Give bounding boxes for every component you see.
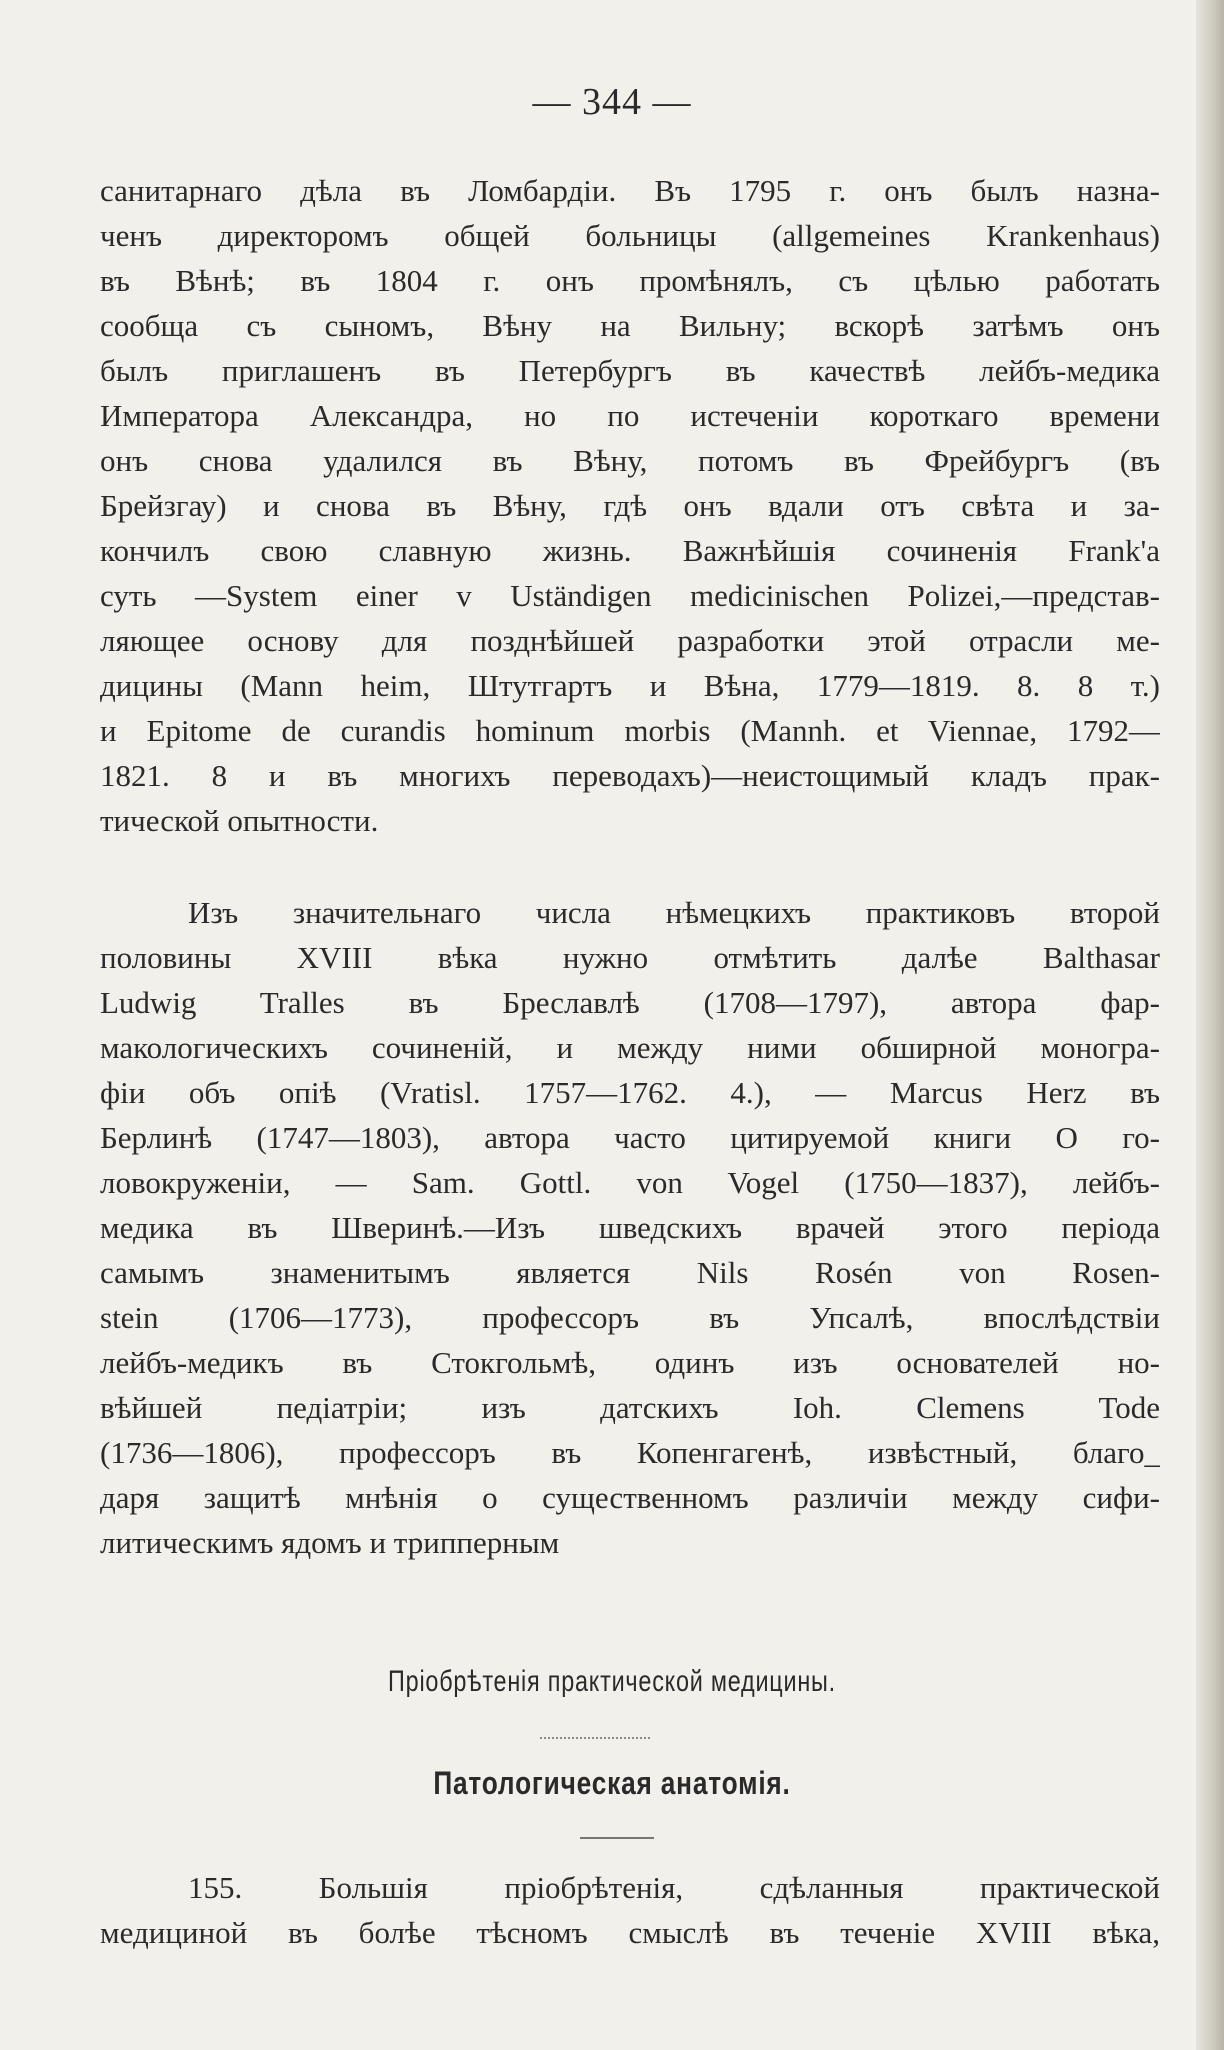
subsection-heading: Патологическая анатомія. [433,1765,791,1801]
text-line: литическимъ ядомъ и трипперным [100,1525,560,1560]
text-line: тической опытности. [100,803,379,838]
divider-wavy [540,1737,650,1741]
text-line: медициной въ болѣе тѣсномъ смыслѣ въ теченіе XVIII вѣка, [100,1915,1160,1950]
text-line: кончилъ свою славную жизнь. Важнѣйшія сочиненія Frank'a [100,533,1160,568]
text-line: даря защитѣ мнѣнія о существенномъ различіи между сифи- [100,1480,1160,1515]
text-line: медика въ Шверинѣ.—Изъ шведскихъ врачей этого періода [100,1210,1160,1245]
text-line: Изъ значительнаго числа нѣмецкихъ практиковъ второй [188,895,1160,930]
text-line: Брейзгау) и снова въ Вѣну, гдѣ онъ вдали отъ свѣта и за- [100,488,1160,523]
text-line: ловокруженіи, — Sam. Gottl. von Vogel (1750—1837), лейбъ- [100,1165,1160,1200]
text-line: лейбъ-медикъ въ Стокгольмѣ, одинъ изъ основателей но- [100,1345,1160,1380]
text-line: 155. Большія пріобрѣтенія, сдѣланныя практической [188,1870,1160,1905]
text-line: ченъ директоромъ общей больницы (allgemeines Krankenhaus) [100,218,1160,253]
text-line: санитарнаго дѣла въ Ломбардіи. Въ 1795 г. онъ былъ назна- [100,173,1160,208]
text-line: дицины (Mann heim, Штутгартъ и Вѣна, 1779—1819. 8. 8 т.) [100,668,1160,703]
text-line: и Epitome de curandis hominum morbis (Mannh. et Viennae, 1792— [100,713,1160,748]
text-line: вѣйшей педіатріи; изъ датскихъ Ioh. Clemens Tode [100,1390,1160,1425]
text-line: сообща съ сыномъ, Вѣну на Вильну; вскорѣ затѣмъ онъ [100,308,1160,343]
text-line: ляющее основу для позднѣйшей разработки этой отрасли ме- [100,623,1160,658]
text-line: половины XVIII вѣка нужно отмѣтить далѣе Balthasar [100,940,1160,975]
page-number: — 344 — [532,81,692,123]
text-line: онъ снова удалился въ Вѣну, потомъ въ Фрейбургъ (въ [100,443,1160,478]
paragraph-3 [100,1865,1160,1955]
text-line: самымъ знаменитымъ является Nils Rosén von Rosen- [100,1255,1160,1290]
page-edge-shadow [1196,0,1224,2050]
section-heading: Пріобрѣтенія практической медицины. [388,1665,836,1698]
paragraph-1 [100,168,1160,843]
text-line: stein (1706—1773), профессоръ въ Упсалѣ, впослѣдствіи [100,1300,1160,1335]
text-line: былъ приглашенъ въ Петербургъ въ качествѣ лейбъ-медика [100,353,1160,388]
text-line: Берлинѣ (1747—1803), автора часто цитируемой книги О го- [100,1120,1160,1155]
text-line: (1736—1806), профессоръ въ Копенгагенѣ, извѣстный, благо_ [100,1435,1160,1470]
text-line: Ludwig Tralles въ Бреславлѣ (1708—1797), автора фар- [100,985,1160,1020]
divider-short [580,1837,654,1839]
text-line: въ Вѣнѣ; въ 1804 г. онъ промѣнялъ, съ цѣлью работать [100,263,1160,298]
text-line: Императора Александра, но по истеченіи короткаго времени [100,398,1160,433]
text-line: суть —System einer v Uständigen medicinischen Polizei,—представ- [100,578,1160,613]
text-line: фіи объ опіѣ (Vratisl. 1757—1762. 4.), — Marcus Herz въ [100,1075,1160,1110]
text-line: 1821. 8 и въ многихъ переводахъ)—неистощимый кладъ прак- [100,758,1160,793]
paragraph-2 [100,890,1160,1565]
text-line: макологическихъ сочиненій, и между ними обширной моногра- [100,1030,1160,1065]
